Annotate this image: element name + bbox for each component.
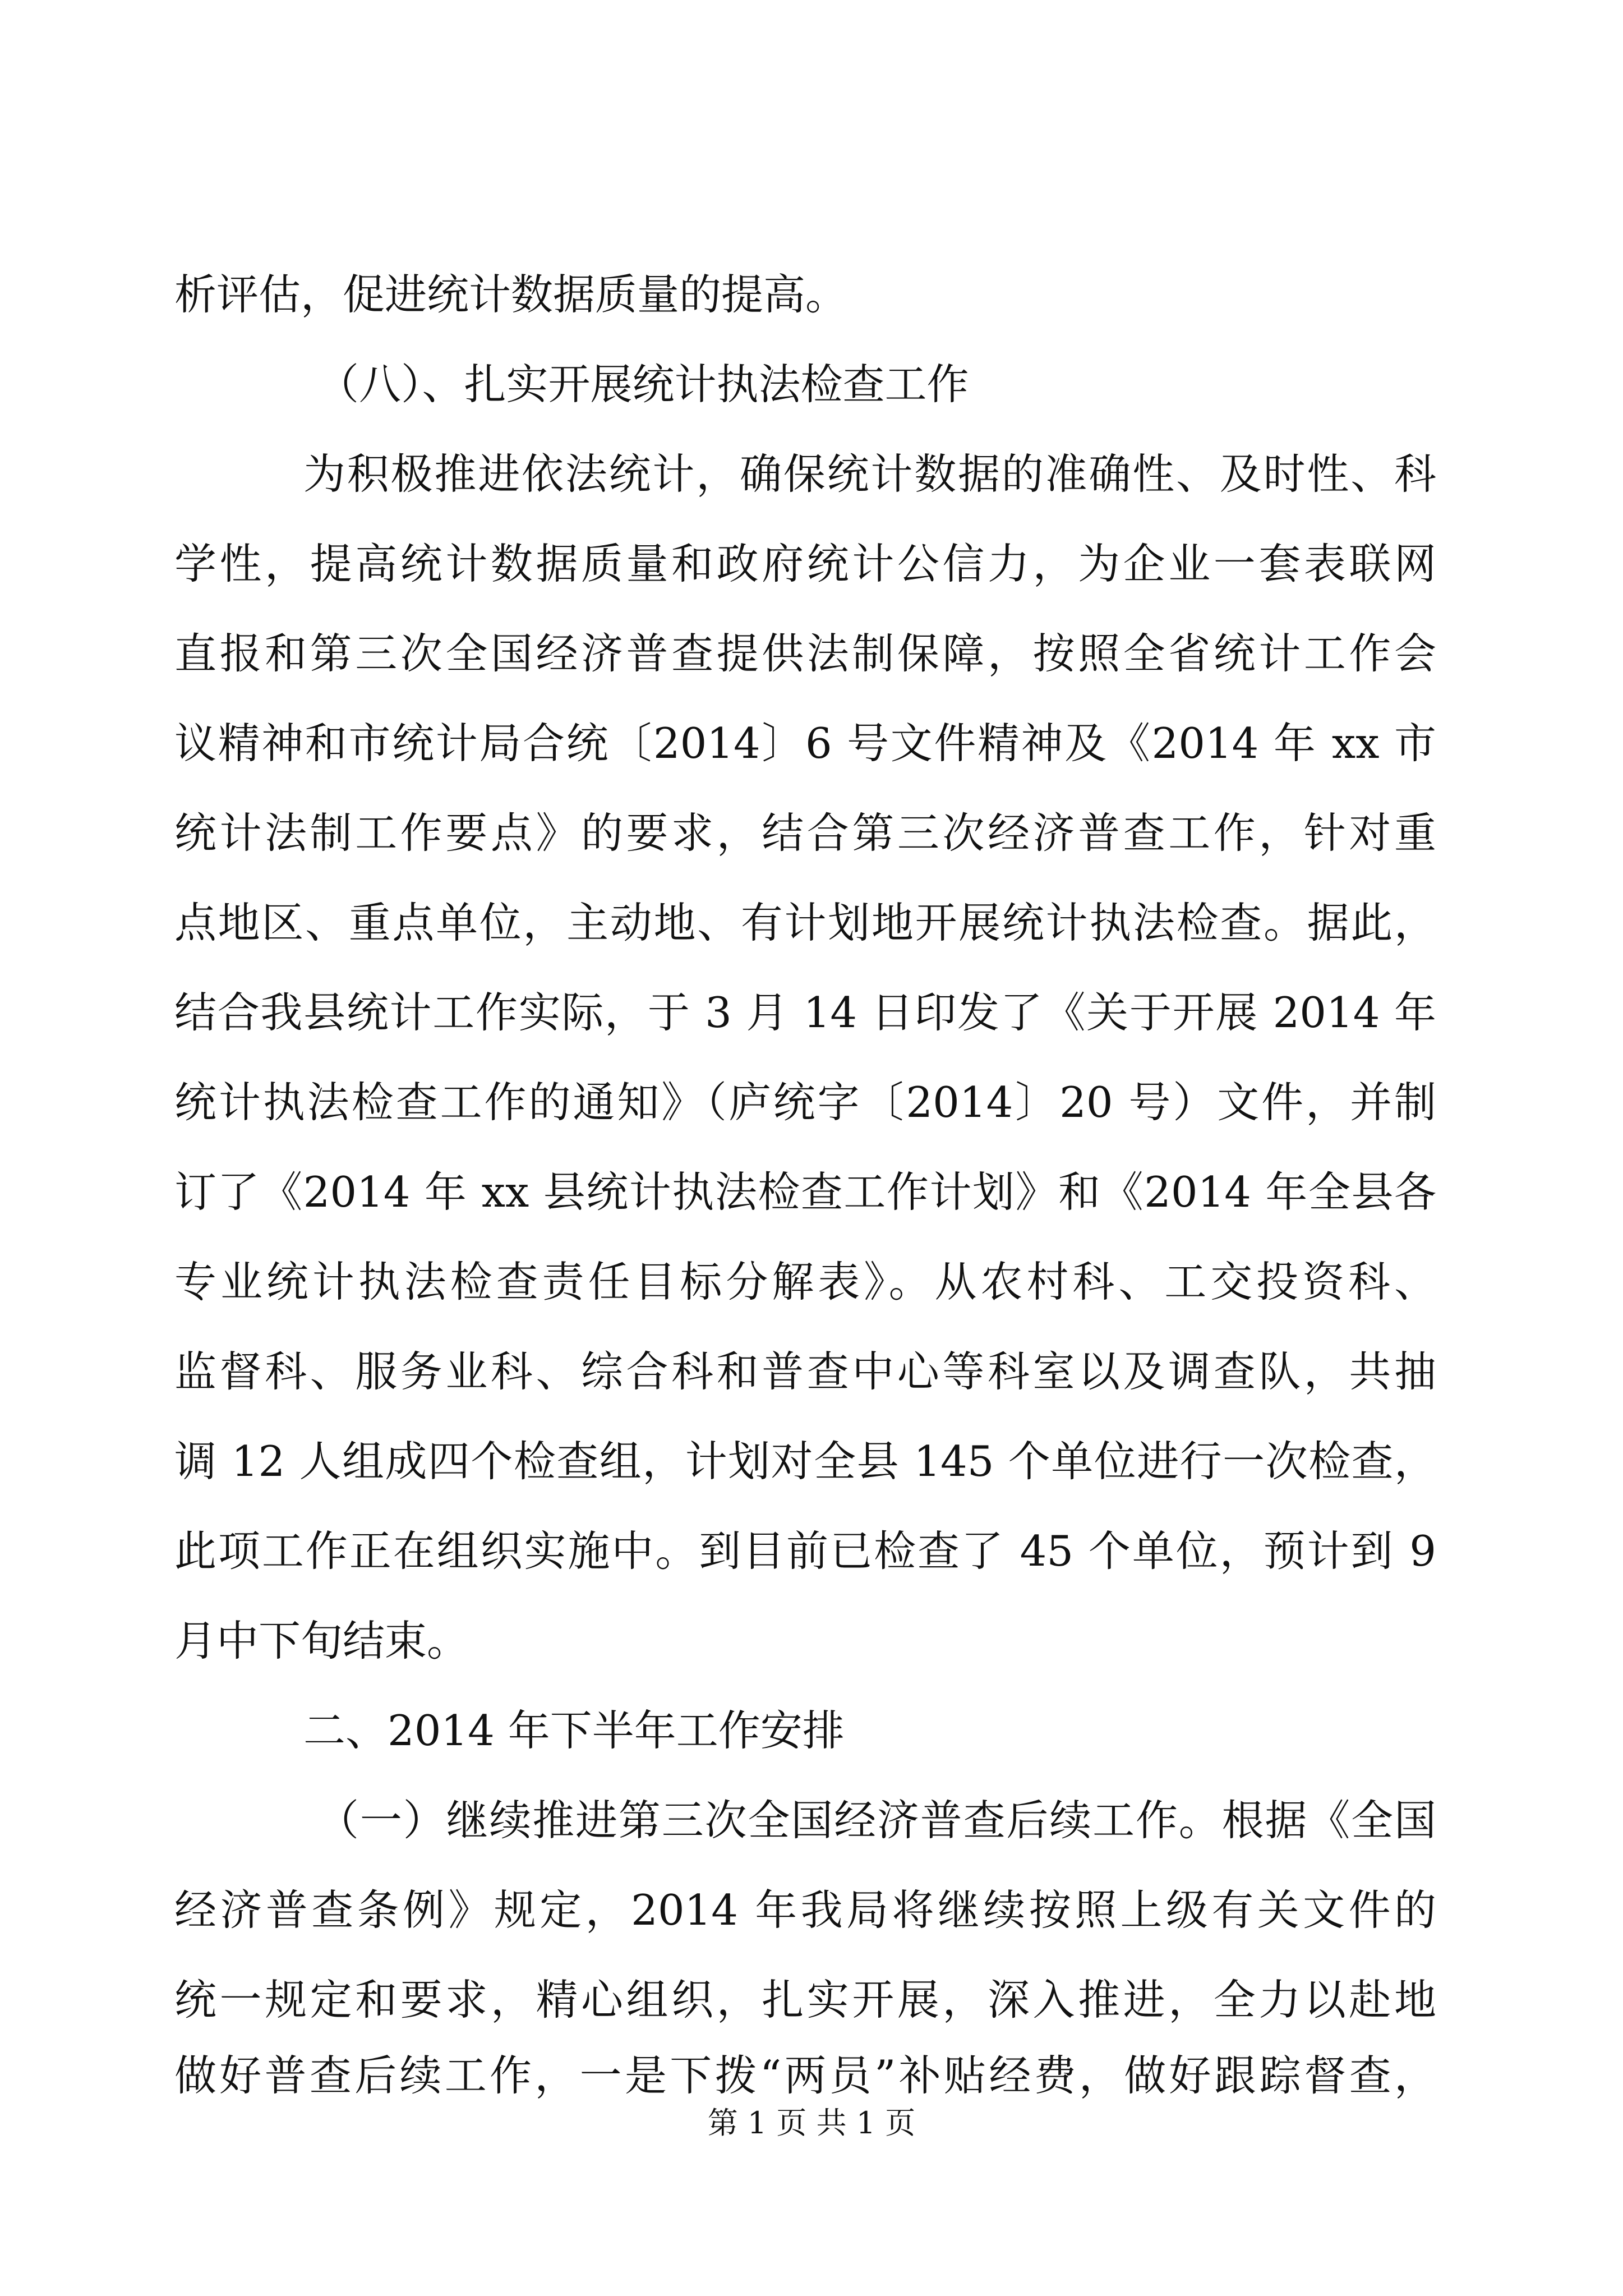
paragraph-line: 结合我县统计工作实际，于 3 月 14 日印发了《关于开展 2014 年 (174, 988, 1436, 1037)
paragraph-line: 监督科、服务业科、综合科和普查中心等科室以及调查队，共抽 (174, 1347, 1436, 1396)
paragraph-line: 为积极推进依法统计，确保统计数据的准确性、及时性、科 (303, 449, 1436, 499)
paragraph-line: 统一规定和要求，精心组织，扎实开展，深入推进，全力以赴地 (174, 1975, 1436, 2024)
section-heading: 二、2014 年下半年工作安排 (303, 1706, 845, 1755)
paragraph-line: 做好普查后续工作，一是下拨“两员”补贴经费，做好跟踪督查， (174, 2051, 1436, 2100)
paragraph-line: 议精神和市统计局合统〔2014〕6 号文件精神及《2014 年 xx 市 (174, 719, 1436, 768)
paragraph-line: 统计法制工作要点》的要求，结合第三次经济普查工作，针对重 (174, 808, 1436, 858)
paragraph-line: 订了《2014 年 xx 县统计执法检查工作计划》和《2014 年全县各 (174, 1167, 1436, 1217)
paragraph-line: 析评估，促进统计数据质量的提高。 (174, 270, 848, 319)
paragraph-line: 直报和第三次全国经济普查提供法制保障，按照全省统计工作会 (174, 629, 1436, 678)
paragraph-line: 统计执法检查工作的通知》（庐统字〔2014〕20 号）文件，并制 (174, 1078, 1436, 1127)
paragraph-line: 月中下旬结束。 (174, 1616, 469, 1665)
paragraph-line: 此项工作正在组织实施中。到目前已检查了 45 个单位，预计到 9 (174, 1526, 1436, 1576)
paragraph-line: （一）继续推进第三次全国经济普查后续工作。根据《全国 (317, 1796, 1436, 1845)
paragraph-line: 学性，提高统计数据质量和政府统计公信力，为企业一套表联网 (174, 539, 1436, 588)
paragraph-line: 调 12 人组成四个检查组，计划对全县 145 个单位进行一次检查， (174, 1437, 1436, 1486)
section-heading: （八）、扎实开展统计执法检查工作 (317, 360, 969, 409)
page-number-footer: 第 1 页 共 1 页 (707, 2105, 916, 2141)
paragraph-line: 点地区、重点单位，主动地、有计划地开展统计执法检查。据此， (174, 898, 1436, 947)
paragraph-line: 专业统计执法检查责任目标分解表》。从农村科、工交投资科、 (174, 1257, 1436, 1306)
paragraph-line: 经济普查条例》规定，2014 年我局将继续按照上级有关文件的 (174, 1885, 1436, 1935)
